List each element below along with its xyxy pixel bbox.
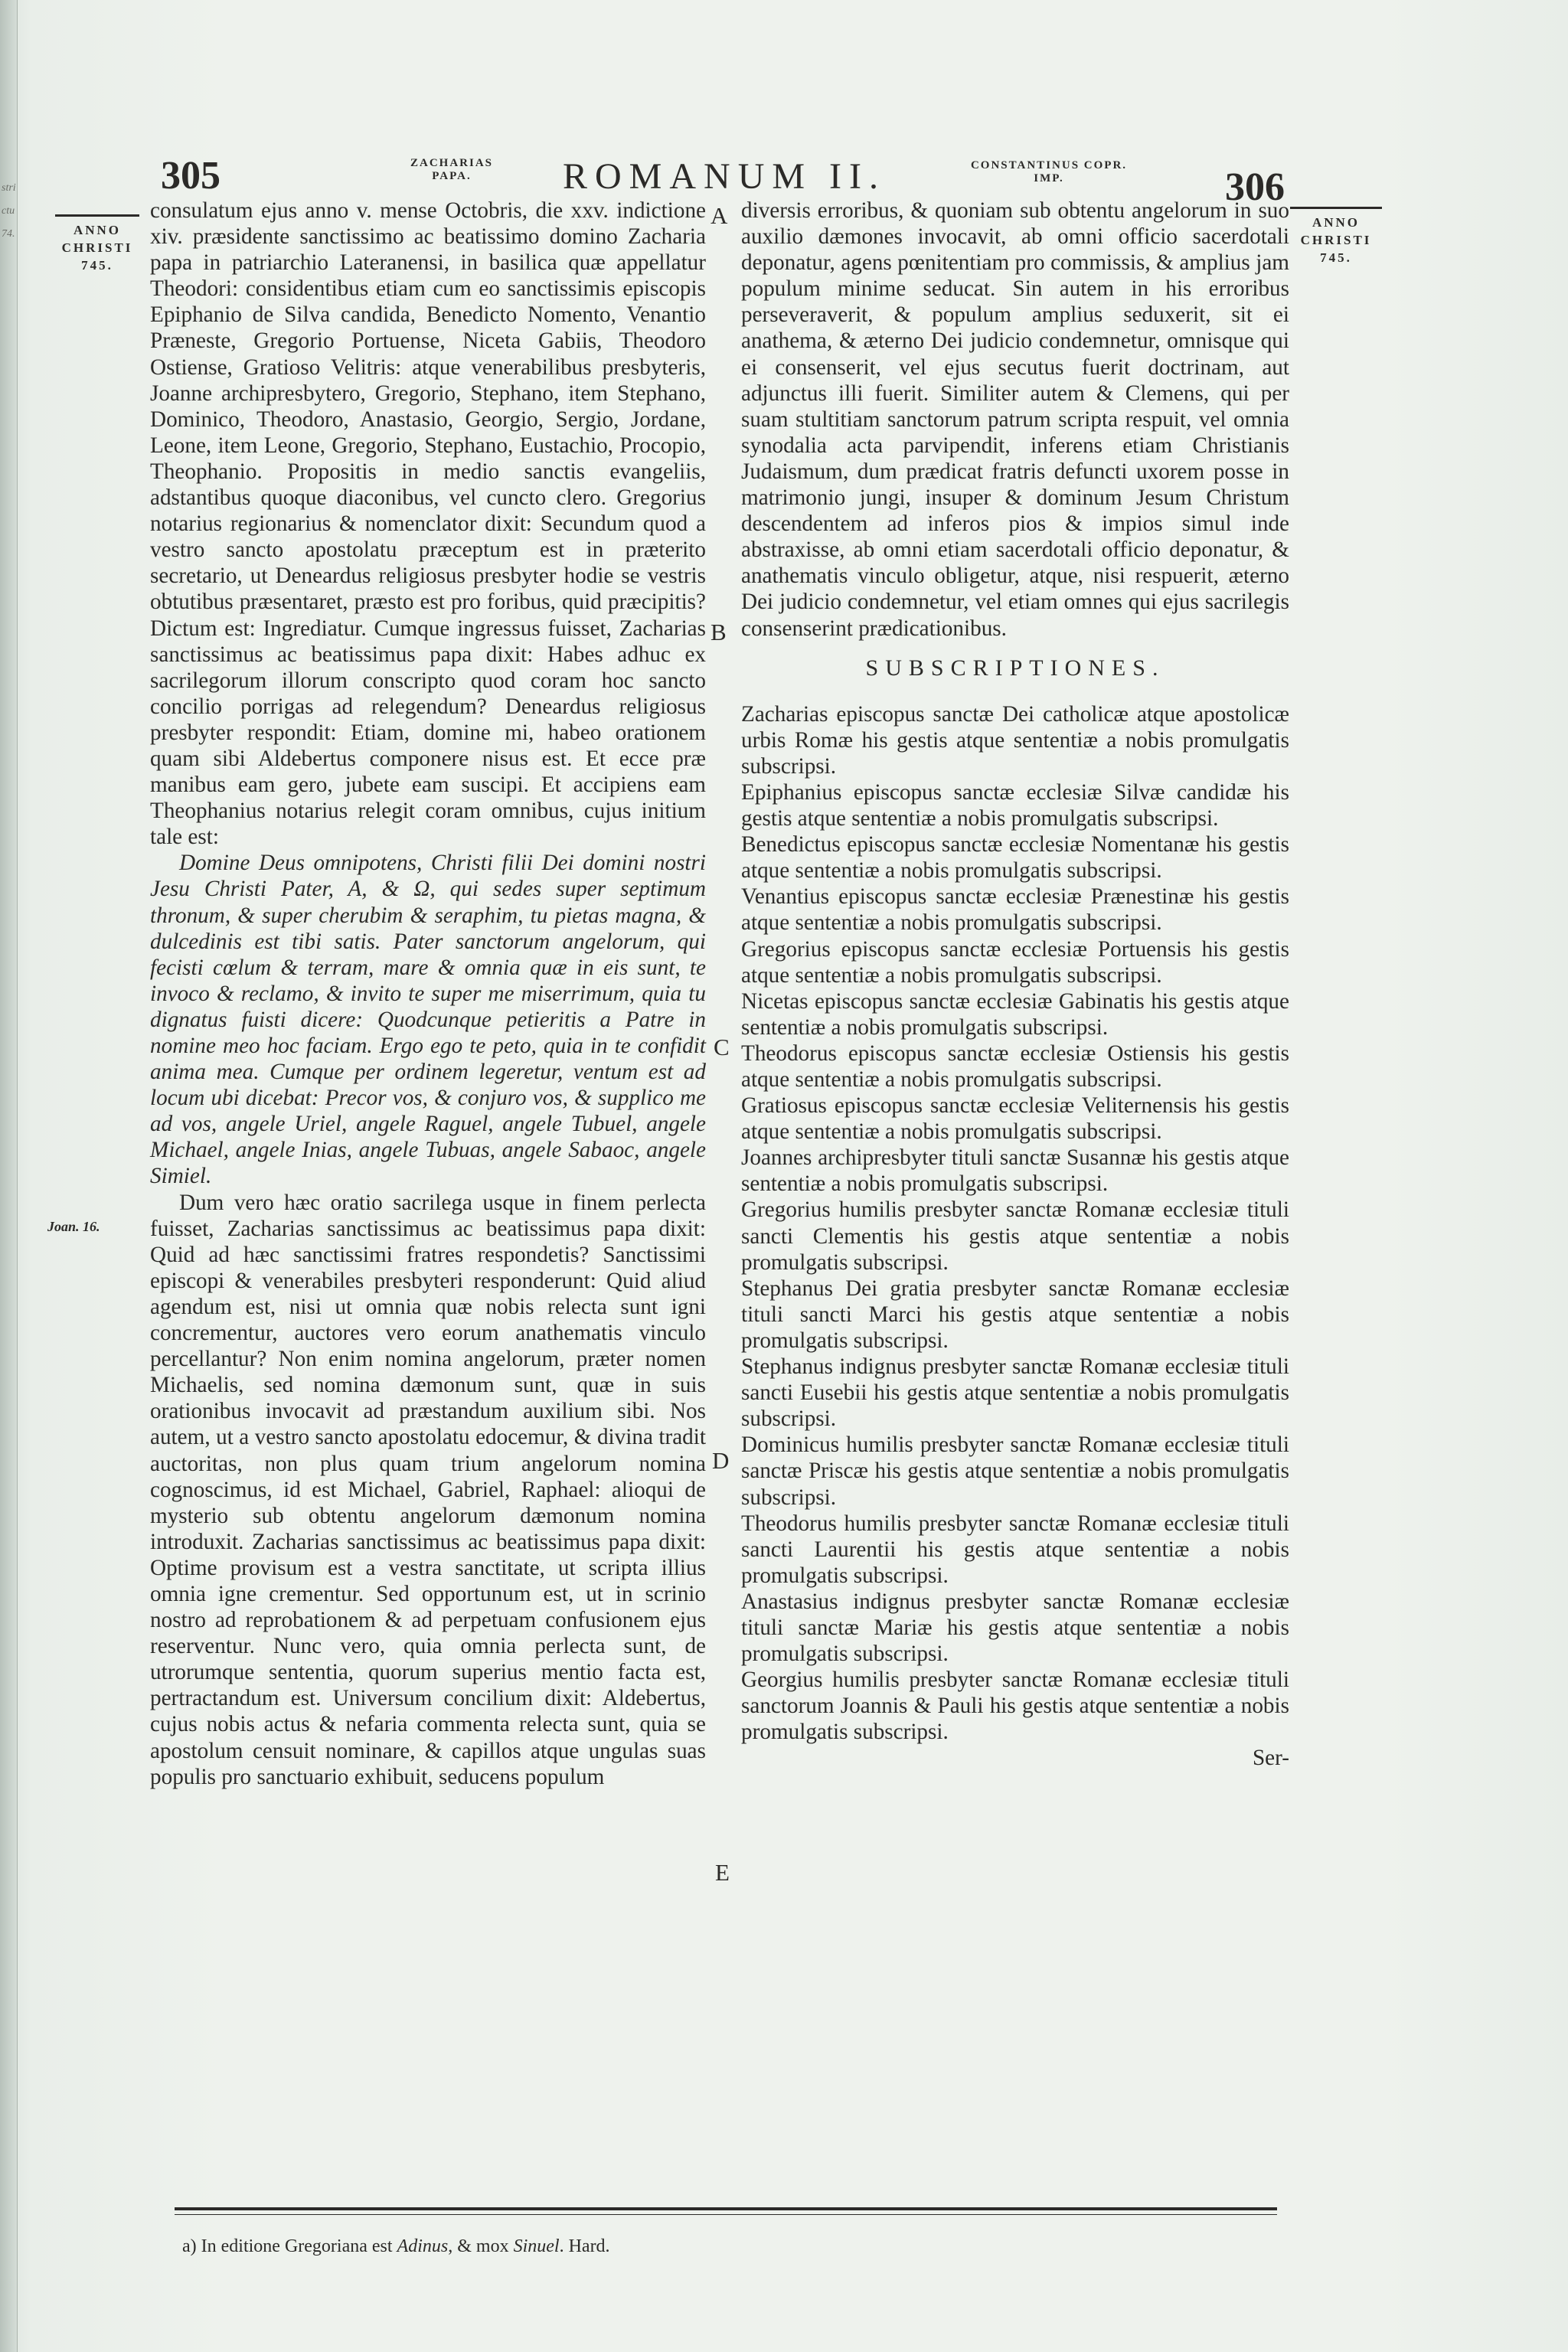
catchword: Ser- xyxy=(1252,1746,1289,1771)
footnote-variant: Adinus xyxy=(397,2236,449,2256)
section-mark: E xyxy=(715,1859,730,1886)
footnote-text: , & mox xyxy=(448,2236,509,2256)
subscription-entry: Stephanus indignus presbyter sanctæ Romanæ ecclesiæ tituli sancti Eusebii his gestis atque sententiæ a nobis promulgatis subscripsi. xyxy=(741,1354,1289,1432)
year-number: 745. xyxy=(1320,250,1352,265)
section-mark: C xyxy=(714,1034,730,1060)
subscription-entry: Zacharias episcopus sanctæ Dei catholicæ atque apostolicæ urbis Romæ his gestis atque sententiæ a nobis promulgatis subscripsi. xyxy=(741,701,1289,779)
running-head-right-line: CONSTANTINUS COPR. xyxy=(970,159,1128,172)
subscription-entry: Venantius episcopus sanctæ ecclesiæ Prænestinæ his gestis atque sententiæ a nobis promulgatis subscripsi. xyxy=(741,884,1289,936)
subscription-entry: Benedictus episcopus sanctæ ecclesiæ Nomentanæ his gestis atque sententiæ a nobis promulgatis subscripsi. xyxy=(741,832,1289,884)
year-number: 745. xyxy=(81,258,113,273)
footnote-rule xyxy=(175,2207,1277,2210)
footnote-mark: a) xyxy=(182,2236,197,2256)
paragraph: diversis erroribus, & quoniam sub obtentu angelorum in suo auxilio dæmones invocavit, ab omni officio sacerdotali deponatur, agens pœnitentiam pro commissis, & amplius jam populum minime seducat. Sin autem in his erroribus perseveraverit, & populum amplius seduxerit, sit ei anathema, & æterno Dei judicio condemnetur, omnisque qui ei consenserit, vel ejus secutus fuerit doctrinam, aut adjunctus illi fuerit. Similiter autem & Clemens, qui per suam stultitiam sanctorum patrum scripta respuit, vel omnia synodalia acta parvipendit, inferens etiam Christianis Judaismum, dum prædicat fratris defuncti uxorem posse in matrimonio jungi, insuper & dominum Jesum Christum descendentem ad inferos pios & impios simul inde abstraxisse, ab omni etiam sacerdotali officio deponatur, & anathematis vinculo obligetur, atque, nisi respuerit, æterno Dei judicio condemnetur, vel etiam omnes qui ejus sacrilegis consenserint prædicationibus. xyxy=(741,198,1289,641)
paragraph: Dum vero hæc oratio sacrilega usque in finem perlecta fuisset, Zacharias sanctissimus ac beatissimus papa dixit: Quid ad hæc sanctissimi fratres respondetis? Sanctissimi episcopi & venerabiles presbyteri responderunt: Quid aliud agendum est, nisi ut omnia quæ nobis relecta sunt igni concrementur, auctores vero eorum anathematis vinculo percellantur? Non enim nomina angelorum, præter nomen Michaelis, sed nomina dæmonum sunt, quæ in suis orationibus invocavit ad præstandum auxilium sibi. Nos autem, ut a vestro sancto apostolatu edocemur, & divina tradit auctoritas, non plus quam trium angelorum nomina cognoscimus, id est Michael, Gabriel, Raphael: alioqui de mysterio sub obtentu angelorum dæmonum nomina introduxit. Zacharias sanctissimus ac beatissimus papa dixit: Optime provisum est a vestra sanctitate, ut scripta illius omnia igne crementur. Sed opportunum est, ut in scrinio nostro ad reprobationem & ad perpetuam confusionem ejus reserventur. Nunc vero, quia omnia perlecta sunt, de utrorumque sententia, quorum superius mentio facta est, pertractandum est. Universum concilium dixit: Aldebertus, cujus nobis actus & nefaria commenta relecta sunt, quia se apostolum censuit nominare, & capillos atque ungulas suas populis pro sanctuario exhibuit, seducens populum xyxy=(150,1190,706,1789)
running-head-right-line: IMP. xyxy=(1034,172,1064,185)
running-head-left xyxy=(379,157,524,183)
footnote-rule-thin xyxy=(175,2214,1277,2215)
left-column xyxy=(150,198,706,1790)
running-head-right xyxy=(938,159,1160,185)
page-number-right: 306 xyxy=(1225,165,1285,209)
edge-fragment: 74. xyxy=(2,228,15,240)
page-number-left: 305 xyxy=(161,154,220,198)
margin-note: Joan. 16. xyxy=(47,1219,100,1234)
right-column xyxy=(741,198,1289,1772)
subscription-entry: Gratiosus episcopus sanctæ ecclesiæ Veliternensis his gestis atque sententiæ a nobis promulgatis subscripsi. xyxy=(741,1093,1289,1145)
year-word: CHRISTI xyxy=(61,240,133,255)
subscription-entry: Anastasius indignus presbyter sanctæ Romanæ ecclesiæ tituli sanctæ Mariæ his gestis atque sententiæ a nobis promulgatis subscripsi. xyxy=(741,1589,1289,1667)
running-head-left-line: PAPA. xyxy=(432,170,472,182)
year-margin-left xyxy=(55,214,139,274)
footnote-text: . Hard. xyxy=(559,2236,610,2256)
year-margin-right xyxy=(1290,207,1382,266)
section-mark: D xyxy=(712,1447,730,1474)
footnote-text: In editione Gregoriana est xyxy=(201,2236,393,2256)
edge-fragment: stri xyxy=(2,182,16,194)
year-word: CHRISTI xyxy=(1300,233,1372,247)
subscriptions-list xyxy=(741,701,1289,1746)
subscriptions-heading: SUBSCRIPTIONES. xyxy=(865,655,1165,681)
subscription-entry: Joannes archipresbyter tituli sanctæ Susannæ his gestis atque sententiæ a nobis promulgatis subscripsi. xyxy=(741,1145,1289,1197)
subscription-entry: Epiphanius episcopus sanctæ ecclesiæ Silvæ candidæ his gestis atque sententiæ a nobis promulgatis subscripsi. xyxy=(741,779,1289,831)
edge-fragment: ctu xyxy=(2,205,15,217)
section-mark: B xyxy=(710,619,727,645)
year-word: ANNO xyxy=(55,214,139,239)
subscription-entry: Stephanus Dei gratia presbyter sanctæ Romanæ ecclesiæ tituli sancti Marci his gestis atque sententiæ a nobis promulgatis subscripsi. xyxy=(741,1276,1289,1353)
page-title: ROMANUM II. xyxy=(563,156,886,197)
page-edge xyxy=(0,0,18,2352)
paragraph: consulatum ejus anno v. mense Octobris, die xxv. indictione xiv. præsidente sanctissimo ac beatissimo domino Zacharia papa in patriarchio Lateranensi, in basilica quæ appellatur Theodori: considentibus etiam cum eo sanctissimis episcopis Epiphanio de Silva candida, Benedicto Nomento, Venantio Præneste, Gregorio Portuense, Niceta Gabiis, Theodoro Ostiense, Gratioso Velitris: atque venerabilibus presbyteris, Joanne archipresbytero, Gregorio, Stephano, item Stephano, Dominico, Theodoro, Anastasio, Georgio, Sergio, Jordane, Leone, item Leone, Gregorio, Stephano, Eustachio, Procopio, Theophanio. Propositis in medio sanctis evangeliis, adstantibus quoque diaconibus, vel cuncto clero. Gregorius notarius regionarius & nomenclator dixit: Secundum quod a vestro sancto apostolatu præceptum est in præterito secretario, ut Deneardus religiosus presbyter hodie se vestris obtutibus præsentaret, præsto est pro foribus, quid præcipitis? Dictum est: Ingrediatur. Cumque ingressus fuisset, Zacharias sanctissimus ac beatissimus papa dixit: Habes adhuc ex sacrilegorum illorum conscripto quod coram hoc sancto concilio porrigas ad relegendum? Deneardus religiosus presbyter respondit: Etiam, domine mi, habeo orationem quam sibi Aldebertus componere nisus est. Et ecce præ manibus eam gero, jubete eam suscipi. Et accipiens eam Theophanius notarius relegit coram omnibus, cujus initium tale est: xyxy=(150,198,706,850)
section-mark: A xyxy=(710,202,728,229)
subscription-entry: Theodorus humilis presbyter sanctæ Romanæ ecclesiæ tituli sancti Laurentii his gestis atque sententiæ a nobis promulgatis subscripsi. xyxy=(741,1511,1289,1588)
subscription-entry: Dominicus humilis presbyter sanctæ Romanæ ecclesiæ tituli sanctæ Priscæ his gestis atque sententiæ a nobis promulgatis subscripsi. xyxy=(741,1432,1289,1510)
running-head-left-line: ZACHARIAS xyxy=(410,157,493,169)
subscription-entry: Theodorus episcopus sanctæ ecclesiæ Ostiensis his gestis atque sententiæ a nobis promulgatis subscripsi. xyxy=(741,1040,1289,1092)
footnote xyxy=(182,2236,610,2257)
subscription-entry: Georgius humilis presbyter sanctæ Romanæ ecclesiæ tituli sanctorum Joannis & Pauli his gestis atque sententiæ a nobis promulgatis subscripsi. xyxy=(741,1668,1289,1745)
footnote-variant: Sinuel xyxy=(513,2236,560,2256)
prayer-paragraph: Domine Deus omnipotens, Christi filii Dei domini nostri Jesu Christi Pater, A, & Ω, qui sedes super septimum thronum, & super cherubim & seraphim, tu pietas magna, & dulcedinis est tibi satis. Pater sanctorum angelorum, qui fecisti cœlum & terram, mare & omnia quæ in eis sunt, te invoco & reclamo, & invito te super me miserrimum, quia tu dignatus fuisti dicere: Quodcunque petieritis a Patre in nomine meo hoc faciam. Ergo ego te peto, quia in te confidit anima mea. Cumque per ordinem legeretur, ventum est ad locum ubi dicebat: Precor vos, & conjuro vos, & supplico me ad vos, angele Uriel, angele Raguel, angele Tubuel, angele Michael, angele Inias, angele Tubuas, angele Sabaoc, angele Simiel. xyxy=(150,851,706,1189)
subscription-entry: Nicetas episcopus sanctæ ecclesiæ Gabinatis his gestis atque sententiæ a nobis promulgatis subscripsi. xyxy=(741,988,1289,1040)
subscription-entry: Gregorius episcopus sanctæ ecclesiæ Portuensis his gestis atque sententiæ a nobis promulgatis subscripsi. xyxy=(741,936,1289,988)
year-word: ANNO xyxy=(1290,207,1382,231)
subscription-entry: Gregorius humilis presbyter sanctæ Romanæ ecclesiæ tituli sancti Clementis his gestis atque sententiæ a nobis promulgatis subscripsi. xyxy=(741,1197,1289,1275)
